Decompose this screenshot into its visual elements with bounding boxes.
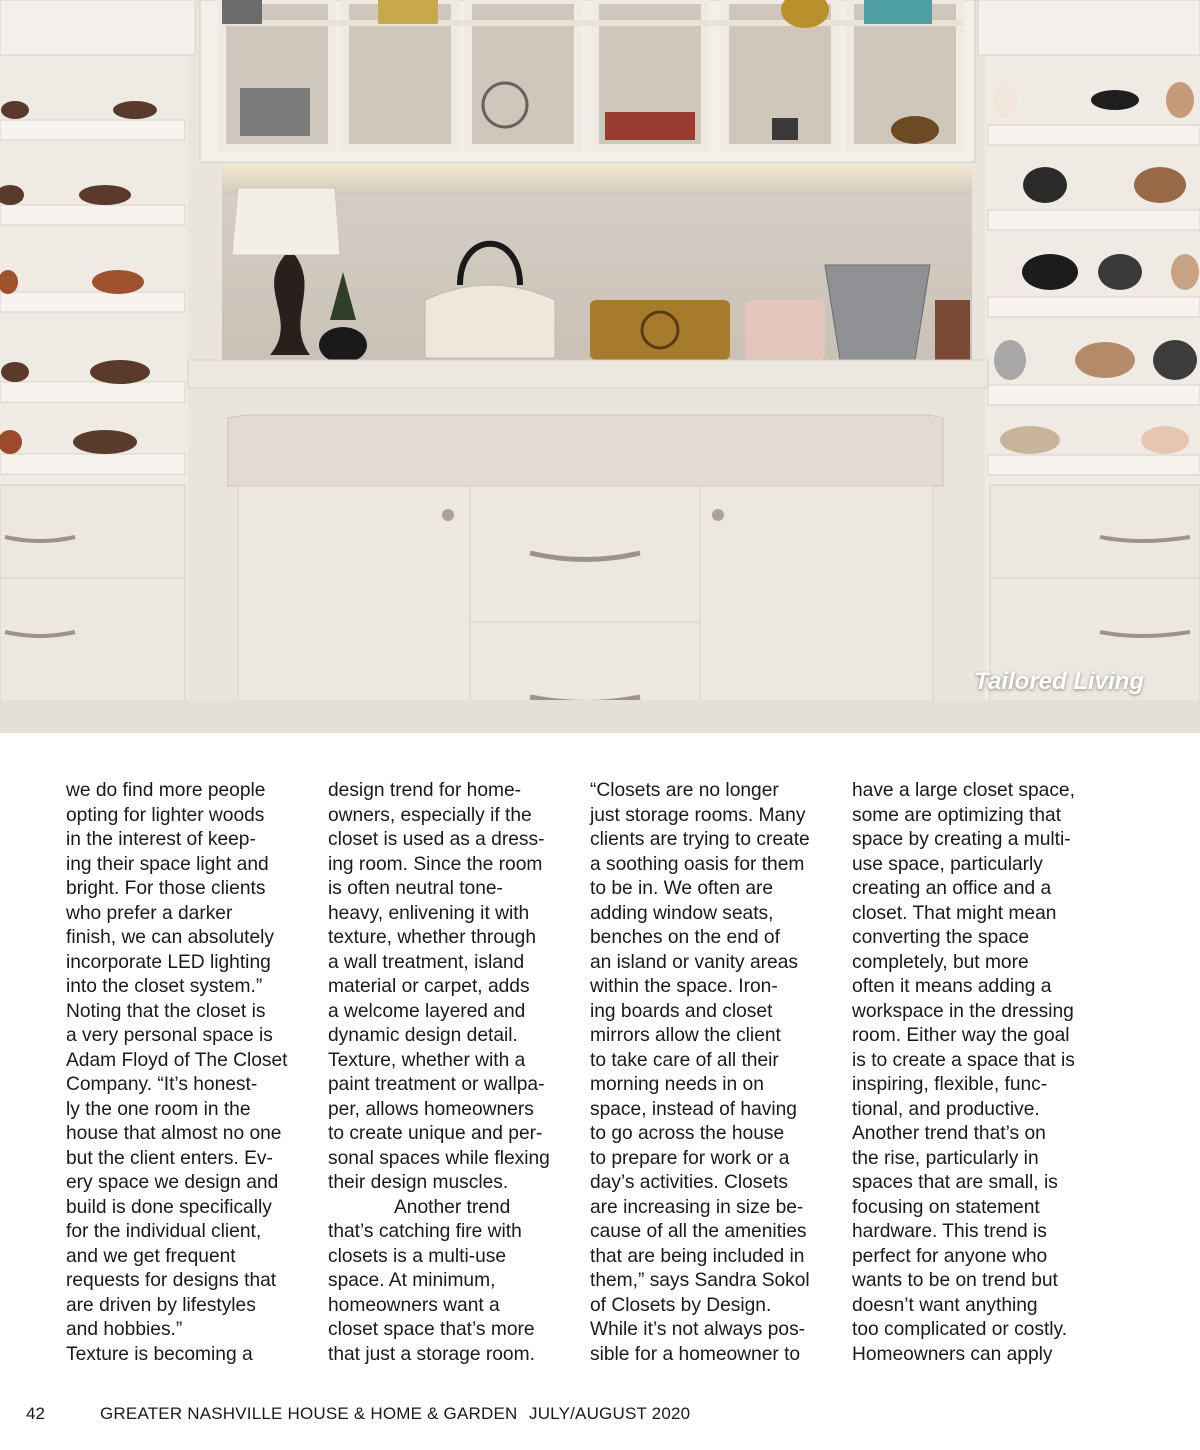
article-line: design trend for home- [328,780,522,801]
article-line: their design muscles. [328,1172,509,1193]
article-line: requests for designs that [66,1270,277,1291]
article-line: are driven by lifestyles [66,1294,256,1316]
article-line: adding window seats, [590,902,774,924]
article-line: workspace in the dressing [852,1000,1074,1022]
article-line: ery space we design and [66,1172,279,1193]
article-line: them,” says Sandra Sokol [590,1270,810,1291]
article-column-2 [328,779,574,1367]
article-line: tional, and productive. [852,1098,1040,1120]
article-line: focusing on statement [852,1196,1040,1218]
article-line: incorporate LED lighting [66,951,271,973]
article-line: too complicated or costly. [852,1319,1068,1340]
article-line: that are being included in [590,1245,805,1267]
article-line: who prefer a darker [66,902,233,924]
article-line: Another trend that’s on [852,1123,1046,1144]
article-line: room. Either way the goal [852,1025,1070,1046]
article-line: day’s activities. Closets [590,1172,788,1193]
article-line: and hobbies.” [66,1319,183,1340]
article-line: Another trend [394,1196,511,1218]
article-line: Homeowners can apply [852,1343,1053,1365]
article-line: for the individual client, [66,1221,262,1242]
article-line: closets is a multi-use [328,1245,507,1267]
photo-credit: Tailored Living [974,668,1144,695]
article-line: within the space. Iron- [590,976,778,997]
article-line: space, instead of having [590,1098,797,1120]
article-line: hardware. This trend is [852,1221,1047,1242]
article-line: converting the space [852,927,1030,948]
article-line: opting for lighter woods [66,804,265,826]
article-line: clients are trying to create [590,829,810,850]
article-line: owners, especially if the [328,804,532,826]
article-line: and we get frequent [66,1245,236,1267]
article-line: closet. That might mean [852,902,1057,924]
article-line: Texture is becoming a [66,1343,253,1365]
article-line: ing room. Since the room [328,853,543,875]
article-line: have a large closet space, [852,780,1075,801]
article-line: homeowners want a [328,1294,500,1316]
article-line: that just a storage room. [328,1343,535,1365]
article-line: morning needs in on [590,1074,764,1095]
article-line: ing their space light and [66,853,269,875]
article-line: is to create a space that is [852,1049,1075,1071]
article-line: “Closets are no longer [590,780,779,801]
article-line: a soothing oasis for them [590,853,805,875]
article-line: ly the one room in the [66,1098,251,1120]
article-line: finish, we can absolutely [66,927,274,948]
article-line: Adam Floyd of The Closet [66,1049,288,1071]
article-column-4 [852,779,1098,1367]
article-line: an island or vanity areas [590,951,798,973]
article-body [66,779,1146,1371]
article-line: Noting that the closet is [66,1000,266,1022]
article-line: Company. “It’s honest- [66,1074,258,1095]
article-line: to prepare for work or a [590,1147,790,1169]
article-line: into the closet system.” [66,976,263,997]
article-line: Texture, whether with a [328,1049,526,1071]
article-line: bright. For those clients [66,878,266,899]
article-line: per, allows homeowners [328,1098,534,1120]
publication-name: GREATER NASHVILLE HOUSE & HOME & GARDEN [100,1404,518,1423]
article-line: of Closets by Design. [590,1294,772,1316]
article-line: a very personal space is [66,1025,273,1046]
article-line: space. At minimum, [328,1270,496,1291]
article-line: to create unique and per- [328,1123,543,1144]
article-line: wants to be on trend but [852,1270,1058,1291]
article-line: closet is used as a dress- [328,829,545,850]
article-line: to be in. We often are [590,878,774,899]
article-line: texture, whether through [328,927,536,948]
article-line: ing boards and closet [590,1000,773,1022]
article-line: sonal spaces while flexing [328,1147,550,1169]
article-line: creating an office and a [852,878,1052,899]
article-line: a welcome layered and [328,1000,526,1022]
article-column-1 [66,779,312,1367]
article-line: inspiring, flexible, func- [852,1074,1048,1095]
article-line: cause of all the amenities [590,1221,807,1242]
article-line: a wall treatment, island [328,951,525,973]
article-line: closet space that’s more [328,1319,535,1340]
article-line: doesn’t want anything [852,1294,1038,1316]
article-line: some are optimizing that [852,804,1062,826]
article-line: just storage rooms. Many [590,804,806,826]
article-line: benches on the end of [590,927,780,948]
article-line: often it means adding a [852,976,1052,997]
article-line: but the client enters. Ev- [66,1147,273,1169]
article-line: is often neutral tone- [328,878,503,899]
article-line: build is done specifically [66,1196,272,1218]
article-line: to take care of all their [590,1049,779,1071]
article-line: the rise, particularly in [852,1147,1039,1169]
article-line: are increasing in size be- [590,1196,804,1218]
article-line: heavy, enlivening it with [328,902,530,924]
article-line: to go across the house [590,1123,785,1144]
article-line: spaces that are small, is [852,1172,1058,1193]
article-line: mirrors allow the client [590,1025,781,1046]
page-number: 42 [26,1404,45,1423]
article-line: use space, particularly [852,853,1043,875]
article-line: dynamic design detail. [328,1025,518,1046]
article-line: completely, but more [852,951,1029,973]
article-line: paint treatment or wallpa- [328,1074,545,1095]
article-line: in the interest of keep- [66,829,256,850]
article-line: space by creating a multi- [852,829,1071,850]
article-line: we do find more people [66,780,266,801]
article-line: perfect for anyone who [852,1245,1048,1267]
page-footer [26,1404,1176,1428]
issue-date: JULY/AUGUST 2020 [529,1404,691,1423]
article-line: that’s catching fire with [328,1221,522,1242]
article-line: sible for a homeowner to [590,1343,801,1365]
article-column-3 [590,779,836,1367]
article-line: material or carpet, adds [328,976,530,997]
article-line: While it’s not always pos- [590,1319,806,1340]
article-line: house that almost no one [66,1123,282,1144]
